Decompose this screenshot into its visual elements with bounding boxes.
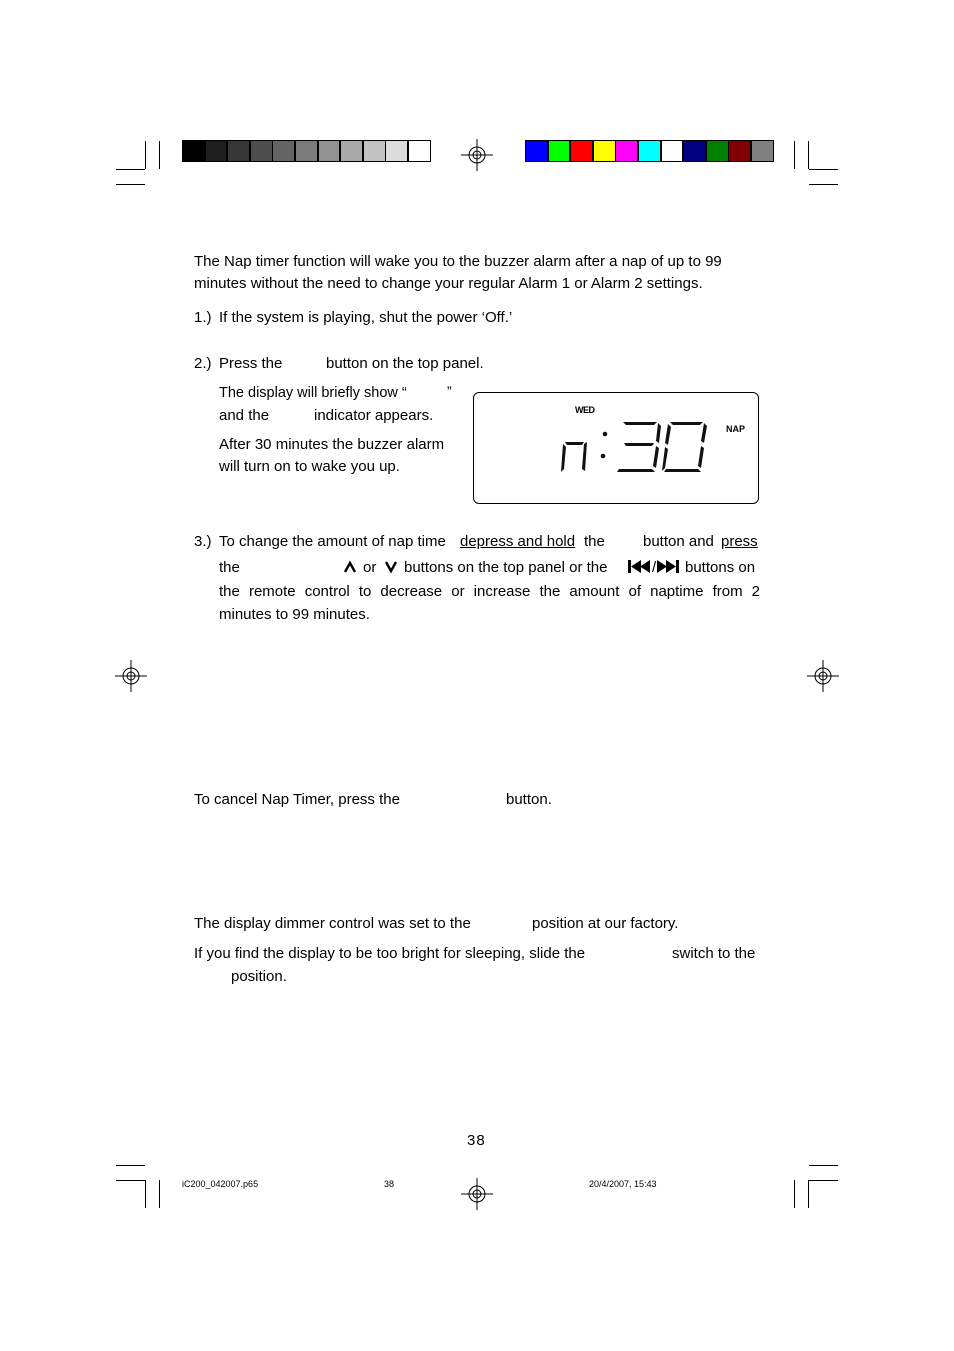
footer-filename: iC200_042007.p65	[182, 1179, 259, 1189]
crop-mark	[116, 1180, 145, 1181]
step-number: 1.)	[194, 309, 212, 326]
color-swatch	[525, 140, 548, 162]
skip-back-icon	[628, 560, 652, 573]
step2-desc-4: will turn on to wake you up.	[219, 458, 400, 475]
color-swatch	[363, 140, 386, 162]
step2-desc-1b: ”	[447, 383, 452, 399]
caret-up-icon	[343, 560, 357, 574]
crop-mark	[808, 1180, 809, 1208]
crop-mark	[116, 169, 145, 170]
color-swatch	[227, 140, 250, 162]
step1-text: If the system is playing, shut the power ‘Off.’	[219, 309, 513, 326]
step3-l1-c: button and	[643, 533, 714, 550]
color-swatch	[728, 140, 751, 162]
dimmer-l1-b: position at our factory.	[532, 915, 679, 932]
crop-mark	[116, 1165, 145, 1166]
cancel-text-a: To cancel Nap Timer, press the	[194, 791, 400, 808]
color-swatch	[615, 140, 638, 162]
color-swatch	[408, 140, 431, 162]
step2-desc-1a: The display will briefly show “	[219, 385, 407, 401]
registration-mark-icon	[115, 660, 147, 692]
color-swatch	[638, 140, 661, 162]
color-swatch	[683, 140, 706, 162]
crop-mark	[145, 1180, 146, 1208]
color-swatch	[295, 140, 318, 162]
color-swatch	[385, 140, 408, 162]
dimmer-l3: position.	[231, 968, 287, 985]
step-number: 3.)	[194, 533, 212, 550]
step2-text-a: Press the	[219, 355, 283, 372]
lcd-nap-indicator: NAP	[726, 424, 746, 434]
color-swatch	[706, 140, 729, 162]
caret-down-icon	[384, 560, 398, 574]
dimmer-l2-b: switch to the	[672, 945, 756, 962]
crop-mark	[794, 141, 795, 169]
color-swatch	[318, 140, 341, 162]
color-swatch	[751, 140, 774, 162]
skip-forward-icon	[657, 560, 681, 573]
step2-desc-2a: and the	[219, 407, 270, 424]
step3-l1-underline-1: depress and hold	[460, 533, 576, 550]
crop-mark	[116, 184, 145, 185]
crop-mark	[159, 1180, 160, 1208]
crop-mark	[809, 169, 838, 170]
footer-page: 38	[384, 1179, 395, 1189]
step3-l2-c: buttons on	[685, 559, 756, 576]
step3-l3: the remote control to decrease or increase the amount of naptime from 2	[219, 583, 760, 600]
intro-line-2: minutes without the need to change your regular Alarm 1 or Alarm 2 settings.	[194, 275, 703, 292]
footer-datetime: 20/4/2007, 15:43	[589, 1179, 657, 1189]
registration-mark-icon	[461, 139, 493, 171]
step2-desc-2b: indicator appears.	[314, 407, 434, 424]
crop-mark	[794, 1180, 795, 1208]
step3-l4: minutes to 99 minutes.	[219, 606, 370, 623]
step3-l1-b: the	[584, 533, 605, 550]
color-swatch	[548, 140, 571, 162]
step-number: 2.)	[194, 355, 212, 372]
crop-mark	[809, 1165, 838, 1166]
color-swatch	[272, 140, 295, 162]
color-swatch	[205, 140, 228, 162]
step3-l1-a: To change the amount of nap time	[219, 533, 446, 550]
registration-mark-icon	[807, 660, 839, 692]
crop-mark	[809, 1180, 838, 1181]
step3-l1-underline-2: press	[721, 533, 758, 550]
color-swatch	[182, 140, 205, 162]
color-swatch	[570, 140, 593, 162]
color-swatch	[340, 140, 363, 162]
crop-mark	[145, 141, 146, 169]
color-swatch	[593, 140, 616, 162]
cancel-text-b: button.	[506, 791, 552, 808]
registration-mark-icon	[461, 1178, 493, 1210]
lcd-day-indicator: WED	[575, 405, 595, 415]
intro-line-1: The Nap timer function will wake you to the buzzer alarm after a nap of up to 99	[194, 253, 722, 270]
page-number: 38	[467, 1132, 486, 1149]
step2-desc-3: After 30 minutes the buzzer alarm	[219, 436, 445, 453]
step3-l2-or: or	[363, 559, 377, 576]
lcd-display	[473, 392, 759, 504]
crop-mark	[159, 141, 160, 169]
step3-l2-b: buttons on the top panel or the	[404, 559, 608, 576]
step3-l2-slash: /	[652, 559, 657, 576]
step3-l2-a: the	[219, 559, 240, 576]
color-swatch	[250, 140, 273, 162]
dimmer-l2-a: If you find the display to be too bright for sleeping, slide the	[194, 945, 586, 962]
dimmer-l1-a: The display dimmer control was set to the	[194, 915, 471, 932]
crop-mark	[809, 184, 838, 185]
color-swatch	[661, 140, 684, 162]
lcd-digits	[554, 417, 714, 477]
crop-mark	[808, 141, 809, 169]
step2-text-b: button on the top panel.	[326, 355, 484, 372]
